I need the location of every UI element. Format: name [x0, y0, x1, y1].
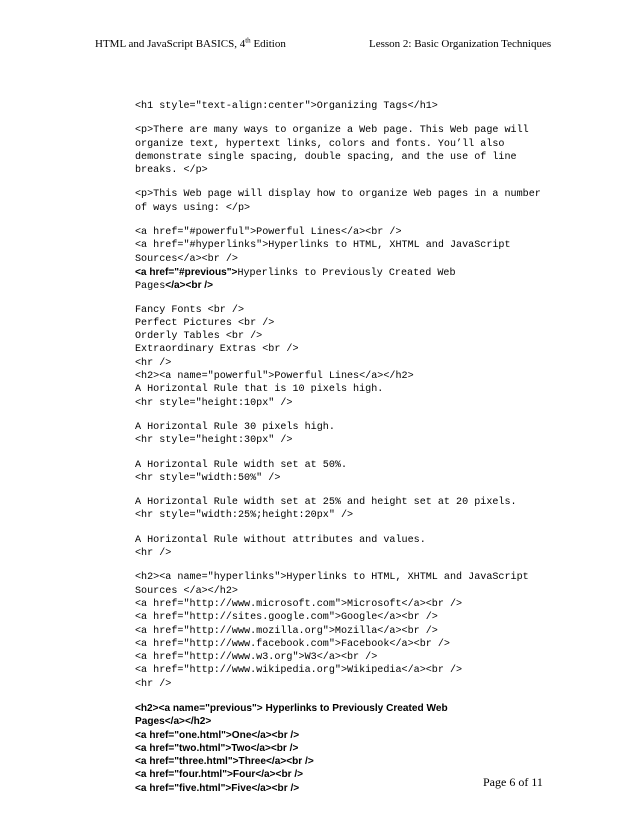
- running-header-lesson: Lesson 2: Basic Organization Techniques: [369, 38, 552, 50]
- code-line: <a href="http://sites.google.com">Google</a><br />: [135, 612, 438, 624]
- paragraph-gap: [135, 691, 555, 702]
- code-line: <hr style="height:10px" />: [135, 397, 293, 409]
- code-line: <a href="#hyperlinks">Hyperlinks to HTML, XHTML and JavaScript: [135, 240, 511, 252]
- code-line: Fancy Fonts <br />: [135, 304, 245, 316]
- code-line: <a href="one.html">One</a><br />: [135, 729, 300, 741]
- paragraph-gap: [135, 293, 555, 304]
- code-line: organize text, hypertext links, colors and fonts. You’ll also: [135, 138, 505, 150]
- code-line: Orderly Tables <br />: [135, 331, 263, 343]
- code-line: A Horizontal Rule width set at 25% and height set at 20 pixels.: [135, 497, 517, 509]
- paragraph-gap: [135, 560, 555, 571]
- code-line: <hr style="height:30px" />: [135, 435, 293, 447]
- code-line: <hr style="width:50%" />: [135, 472, 281, 484]
- code-line: <a href="http://www.facebook.com">Facebook</a><br />: [135, 638, 450, 650]
- code-line: <a href="four.html">Four</a><br />: [135, 769, 304, 781]
- code-line: <p>This Web page will display how to organize Web pages in a number: [135, 189, 541, 201]
- code-line: <a href="http://www.w3.org">W3</a><br />: [135, 652, 378, 664]
- code-line: of ways using: </p>: [135, 202, 251, 214]
- code-line: Perfect Pictures <br />: [135, 317, 275, 329]
- code-line: [135, 279, 555, 292]
- header-title-prefix: HTML and JavaScript BASICS, 4: [95, 38, 246, 50]
- code-line: Sources </a></h2>: [135, 585, 238, 597]
- running-header-title: [95, 38, 286, 50]
- paragraph-gap: [135, 410, 555, 421]
- code-segment: </a><br />: [165, 280, 213, 292]
- code-line: Extraordinary Extras <br />: [135, 344, 299, 356]
- code-line: <a href="http://www.wikipedia.org">Wikipedia</a><br />: [135, 665, 463, 677]
- code-line: <p>There are many ways to organize a Web page. This Web page will: [135, 125, 529, 137]
- code-line: A Horizontal Rule that is 10 pixels high.: [135, 384, 384, 396]
- code-line: <a href="five.html">Five</a><br />: [135, 782, 300, 794]
- code-segment: Hyperlinks to Previously Created Web: [237, 267, 456, 279]
- code-line: <hr />: [135, 357, 172, 369]
- code-line: A Horizontal Rule width set at 50%.: [135, 459, 348, 471]
- code-line: <a href="http://www.mozilla.org">Mozilla</a><br />: [135, 625, 438, 637]
- code-line: <hr />: [135, 678, 172, 690]
- code-line: Pages</a></h2>: [135, 716, 212, 728]
- code-line: <a href="three.html">Three</a><br />: [135, 756, 314, 768]
- code-line: breaks. </p>: [135, 165, 208, 177]
- code-line: demonstrate single spacing, double spacing, and the use of line: [135, 151, 517, 163]
- paragraph-gap: [135, 177, 555, 188]
- code-line: <a href="#powerful">Powerful Lines</a><br />: [135, 227, 402, 239]
- code-line: Sources</a><br />: [135, 253, 238, 265]
- code-line: [135, 266, 555, 279]
- paragraph-gap: [135, 448, 555, 459]
- code-line: <hr style="width:25%;height:20px" />: [135, 510, 354, 522]
- code-segment: Pages: [135, 281, 166, 293]
- code-segment: <a href="#previous">: [135, 266, 238, 278]
- code-line: <h2><a name="previous"> Hyperlinks to Previously Created Web: [135, 702, 448, 714]
- page-number: Page 6 of 11: [483, 775, 543, 789]
- code-line: <h2><a name="hyperlinks">Hyperlinks to HTML, XHTML and JavaScript: [135, 572, 529, 584]
- code-line: <hr />: [135, 548, 172, 560]
- header-title-suffix: Edition: [250, 38, 286, 50]
- paragraph-gap: [135, 215, 555, 226]
- paragraph-gap: [135, 113, 555, 124]
- code-listing: [135, 100, 555, 795]
- paragraph-gap: [135, 523, 555, 534]
- header-title-superscript: th: [245, 36, 251, 45]
- code-line: A Horizontal Rule without attributes and values.: [135, 534, 426, 546]
- code-line: <a href="two.html">Two</a><br />: [135, 742, 299, 754]
- paragraph-gap: [135, 485, 555, 496]
- code-line: <a href="http://www.microsoft.com">Microsoft</a><br />: [135, 598, 463, 610]
- code-line: A Horizontal Rule 30 pixels high.: [135, 421, 335, 433]
- code-line: <h1 style="text-align:center">Organizing Tags</h1>: [135, 101, 438, 112]
- code-line: <h2><a name="powerful">Powerful Lines</a></h2>: [135, 371, 414, 383]
